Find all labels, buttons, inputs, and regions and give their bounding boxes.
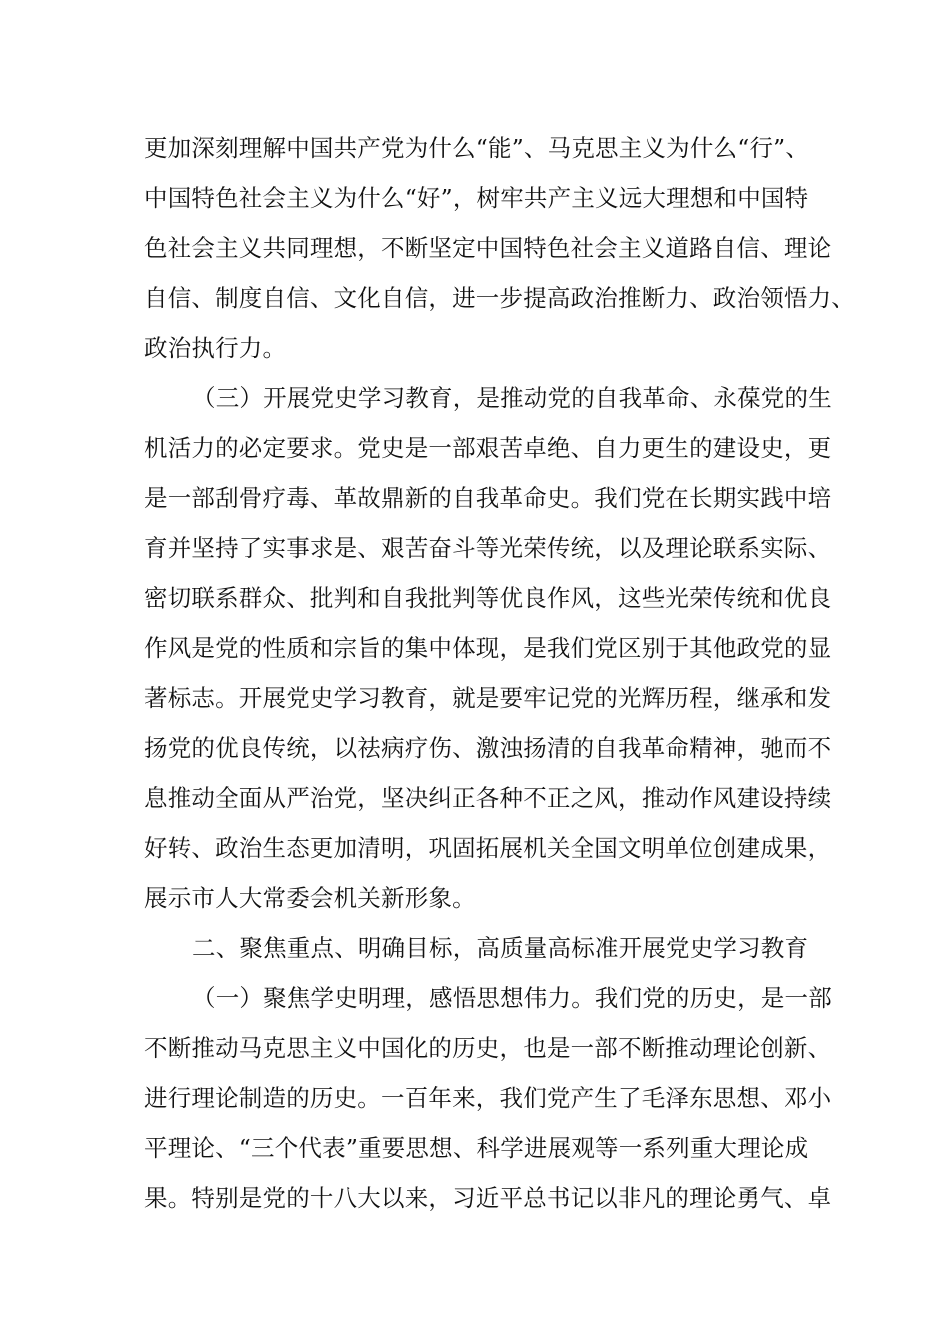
- text-line-3: 色社会主义共同理想，不断坚定中国特色社会主义道路自信、理论: [144, 234, 832, 262]
- text-line-13: 扬党的优良传统，以祛病疗伤、激浊扬清的自我革命精神，驰而不: [144, 734, 832, 762]
- text-line-19: 不断推动马克思主义中国化的历史，也是一部不断推动理论创新、: [144, 1034, 832, 1062]
- paragraph-three-heading-line: （三）开展党史学习教育，是推动党的自我革命、永葆党的生: [192, 384, 832, 412]
- text-line-4: 自信、制度自信、文化自信，进一步提高政治推断力、政治领悟力、: [144, 284, 855, 312]
- text-line-7: 机活力的必定要求。党史是一部艰苦卓绝、自力更生的建设史，更: [144, 434, 832, 462]
- text-line-15: 好转、政治生态更加清明，巩固拓展机关全国文明单位创建成果，: [144, 834, 832, 862]
- text-line-16: 展示市人大常委会机关新形象。: [144, 884, 476, 912]
- text-line-14: 息推动全面从严治党，坚决纠正各种不正之风，推动作风建设持续: [144, 784, 832, 812]
- section-two-heading: 二、聚焦重点、明确目标，高质量高标准开展党史学习教育: [192, 934, 809, 962]
- text-line-1: 更加深刻理解中国共产党为什么“能”、马克思主义为什么“行”、: [144, 134, 810, 162]
- text-line-11: 作风是党的性质和宗旨的集中体现，是我们党区别于其他政党的显: [144, 634, 832, 662]
- text-line-8: 是一部刮骨疗毒、革故鼎新的自我革命史。我们党在长期实践中培: [144, 484, 832, 512]
- text-line-10: 密切联系群众、批判和自我批判等优良作风，这些光荣传统和优良: [144, 584, 832, 612]
- text-line-2: 中国特色社会主义为什么“好”，树牢共产主义远大理想和中国特: [144, 184, 809, 212]
- text-line-21: 平理论、“三个代表”重要思想、科学进展观等一系列重大理论成: [144, 1134, 809, 1162]
- text-line-9: 育并坚持了实事求是、艰苦奋斗等光荣传统，以及理论联系实际、: [144, 534, 832, 562]
- text-line-12: 著标志。开展党史学习教育，就是要牢记党的光辉历程，继承和发: [144, 684, 832, 712]
- text-line-5: 政治执行力。: [144, 334, 287, 362]
- text-line-22: 果。特别是党的十八大以来，习近平总书记以非凡的理论勇气、卓: [144, 1184, 832, 1212]
- paragraph-one-heading-line: （一）聚焦学史明理，感悟思想伟力。我们党的历史，是一部: [192, 984, 832, 1012]
- text-line-20: 进行理论制造的历史。一百年来，我们党产生了毛泽东思想、邓小: [144, 1084, 832, 1112]
